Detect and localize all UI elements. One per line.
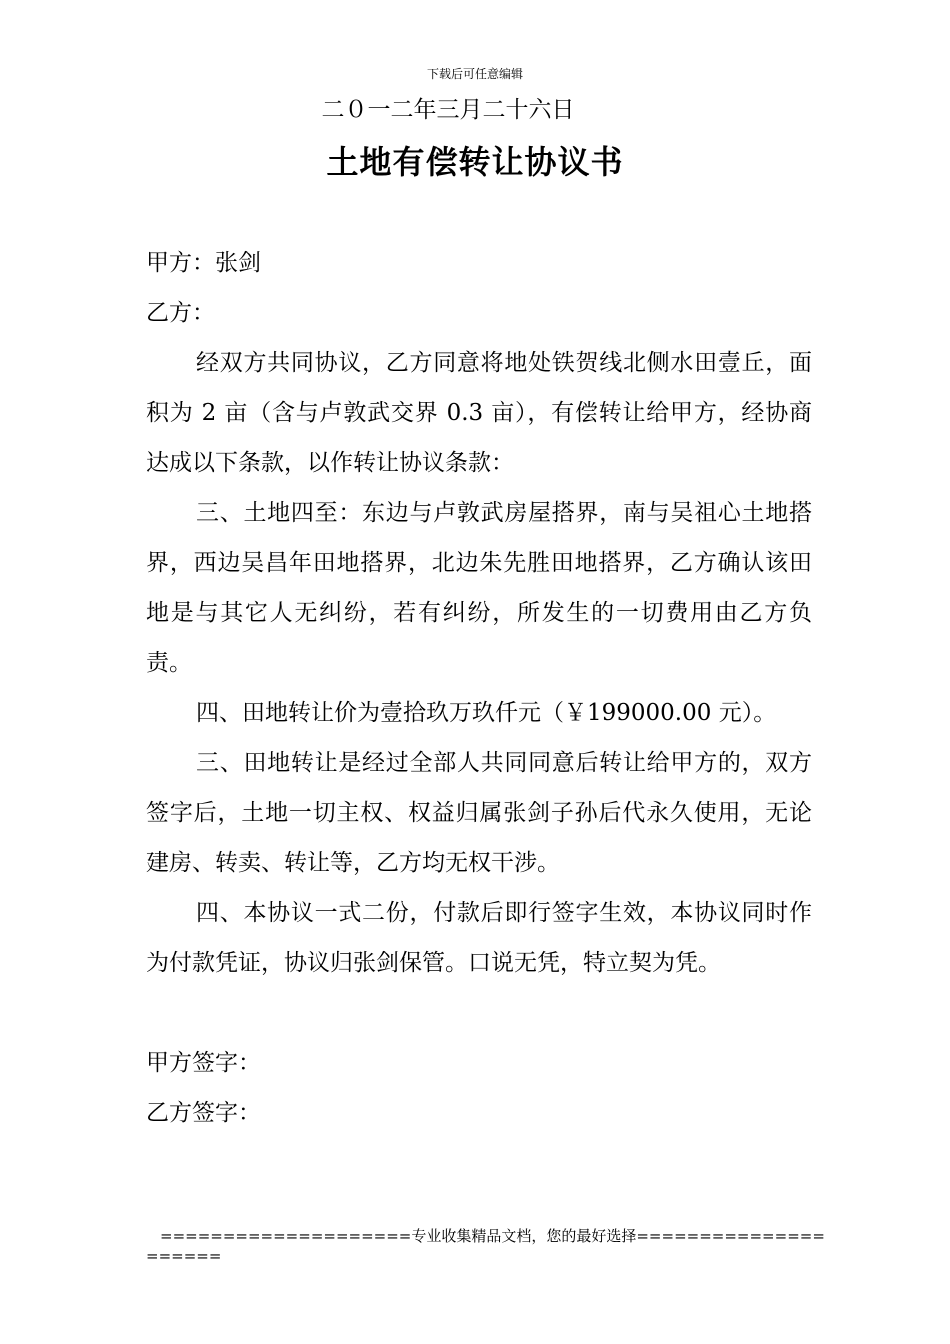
signature-spacer [146,988,812,1038]
document-title: 土地有偿转让协议书 [326,143,624,181]
footer-note: ====================专业收集精品文档，您的最好选择===================== [146,1227,825,1265]
paragraph-rights: 三、田地转让是经过全部人共同同意后转让给甲方的，双方签字后，土地一切主权、权益归属张剑子孙后代永久使用，无论建房、转卖、转让等，乙方均无权干涉。 [146,750,812,876]
signature-party-a: 甲方签字： [146,1050,261,1076]
party-b-line: 乙方： [146,300,215,326]
header-note: 下载后可任意编辑 [426,67,523,81]
party-a-line: 甲方：张剑 [146,250,261,276]
paragraph-boundaries: 三、土地四至：东边与卢敦武房屋搭界，南与吴祖心土地搭界，西边吴昌年田地搭界，北边朱先胜田地搭界，乙方确认该田地是与其它人无纠纷，若有纠纷，所发生的一切费用由乙方负责。 [146,500,812,676]
paragraph-copies: 四、本协议一式二份，付款后即行签字生效，本协议同时作为付款凭证，协议归张剑保管。口说无凭，特立契为凭。 [146,900,812,976]
signature-party-b: 乙方签字： [146,1100,261,1126]
document-date: 二０一二年三月二十六日 [321,97,575,123]
paragraph-price: 四、田地转让价为壹拾玖万玖仟元（￥199000.00 元）。 [196,700,777,726]
document-body [146,238,812,1138]
paragraph-intro: 经双方共同协议，乙方同意将地处铁贺线北侧水田壹丘，面积为 2 亩（含与卢敦武交界 0.3 亩），有偿转让给甲方，经协商达成以下条款，以作转让协议条款： [146,350,812,476]
